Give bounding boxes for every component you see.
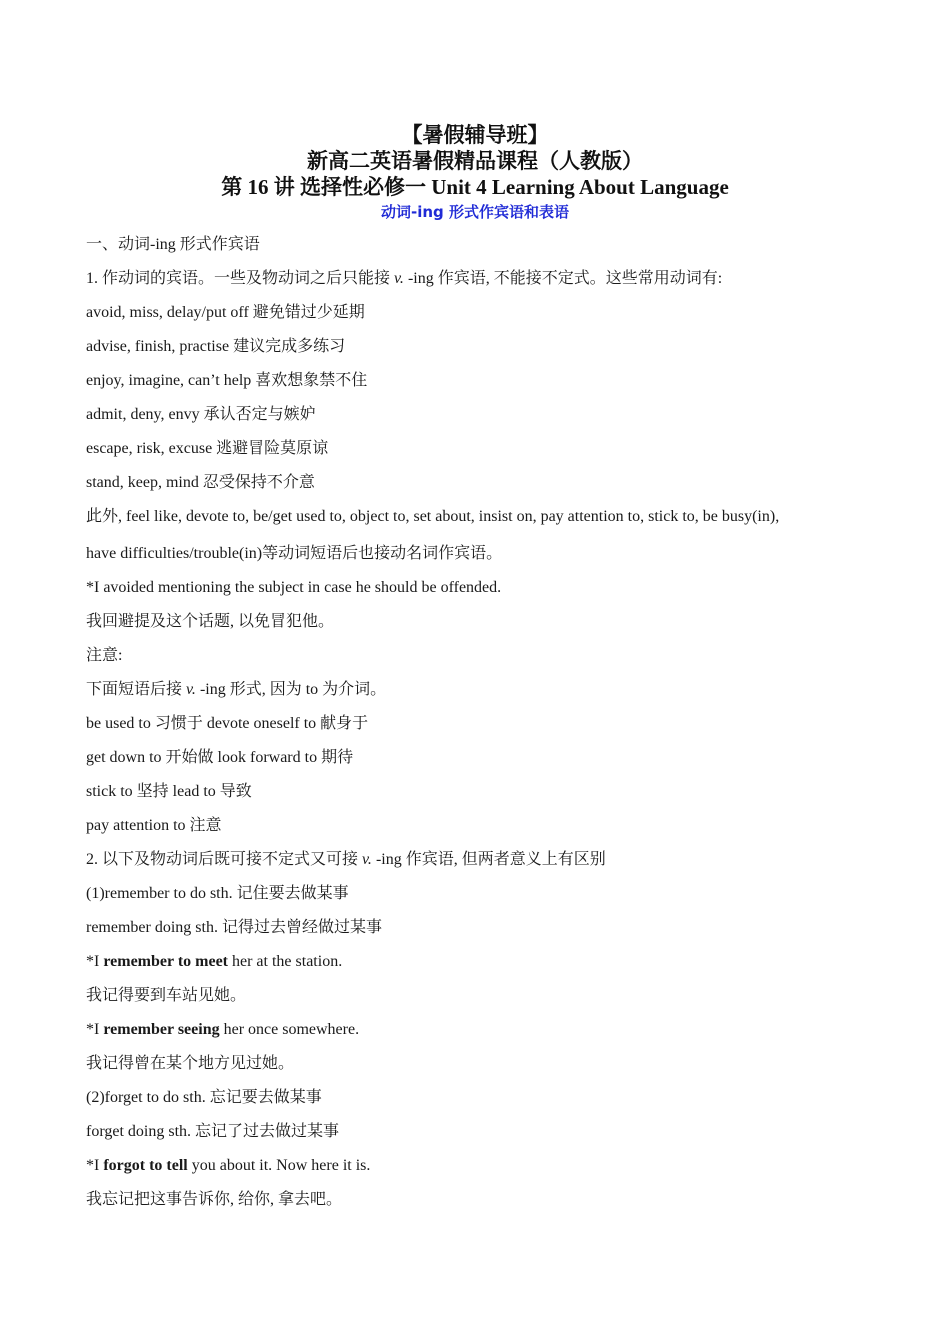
example-1-chinese: 我回避提及这个话题, 以免冒犯他。 bbox=[86, 613, 335, 630]
note-item: pay attention to 注意 bbox=[86, 817, 222, 834]
document-header bbox=[0, 122, 950, 223]
verb-list-item: escape, risk, excuse 逃避冒险莫原谅 bbox=[86, 440, 329, 457]
header-subtitle: 动词-ing 形式作宾语和表语 bbox=[380, 203, 569, 221]
header-lesson-title: 第 16 讲 选择性必修一 Unit 4 Learning About Language bbox=[221, 175, 729, 199]
header-course-title: 新高二英语暑假精品课程（人教版） bbox=[307, 149, 643, 173]
section-1-intro: 1. 作动词的宾语。一些及物动词之后只能接 v. -ing 作宾语, 不能接不定式。这些常用动词有: bbox=[86, 270, 723, 287]
note-intro: 下面短语后接 v. -ing 形式, 因为 to 为介词。 bbox=[86, 681, 387, 698]
verb-list-item: admit, deny, envy 承认否定与嫉妒 bbox=[86, 406, 316, 423]
verb-list-item: avoid, miss, delay/put off 避免错过少延期 bbox=[86, 304, 365, 321]
verb-list-item: stand, keep, mind 忍受保持不介意 bbox=[86, 474, 315, 491]
verb-list-item: enjoy, imagine, can’t help 喜欢想象禁不住 bbox=[86, 372, 368, 389]
forget-rule-1: (2)forget to do sth. 忘记要去做某事 bbox=[86, 1089, 322, 1106]
note-item: be used to 习惯于 devote oneself to 献身于 bbox=[86, 715, 369, 732]
forget-rule-2: forget doing sth. 忘记了过去做过某事 bbox=[86, 1123, 340, 1140]
note-item: get down to 开始做 look forward to 期待 bbox=[86, 749, 354, 766]
section-2-title: 2. 以下及物动词后既可接不定式又可接 v. -ing 作宾语, 但两者意义上有区别 bbox=[86, 851, 606, 868]
section-1-title: 一、动词-ing 形式作宾语 bbox=[86, 236, 260, 253]
forget-example-1: *I forgot to tell you about it. Now here it is. bbox=[86, 1157, 371, 1174]
document-body bbox=[86, 233, 876, 1222]
remember-example-2: *I remember seeing her once somewhere. bbox=[86, 1021, 360, 1038]
remember-example-2-chinese: 我记得曾在某个地方见过她。 bbox=[86, 1055, 295, 1072]
verb-list-item: advise, finish, practise 建议完成多练习 bbox=[86, 338, 346, 355]
remember-example-1-chinese: 我记得要到车站见她。 bbox=[86, 987, 247, 1004]
phrases-line-1: 此外, feel like, devote to, be/get used to, object to, set about, insist on, pay attention to, stick to, be busy(in), bbox=[86, 508, 780, 525]
example-1-english: *I avoided mentioning the subject in case he should be offended. bbox=[86, 579, 502, 596]
remember-example-1: *I remember to meet her at the station. bbox=[86, 953, 343, 970]
note-label: 注意: bbox=[86, 647, 123, 664]
header-line-1: 【暑假辅导班】 bbox=[401, 123, 549, 147]
forget-example-1-chinese: 我忘记把这事告诉你, 给你, 拿去吧。 bbox=[86, 1191, 343, 1208]
remember-rule-2: remember doing sth. 记得过去曾经做过某事 bbox=[86, 919, 382, 936]
phrases-line-2: have difficulties/trouble(in)等动词短语后也接动名词作宾语。 bbox=[86, 545, 503, 562]
remember-rule-1: (1)remember to do sth. 记住要去做某事 bbox=[86, 885, 349, 902]
note-item: stick to 坚持 lead to 导致 bbox=[86, 783, 252, 800]
